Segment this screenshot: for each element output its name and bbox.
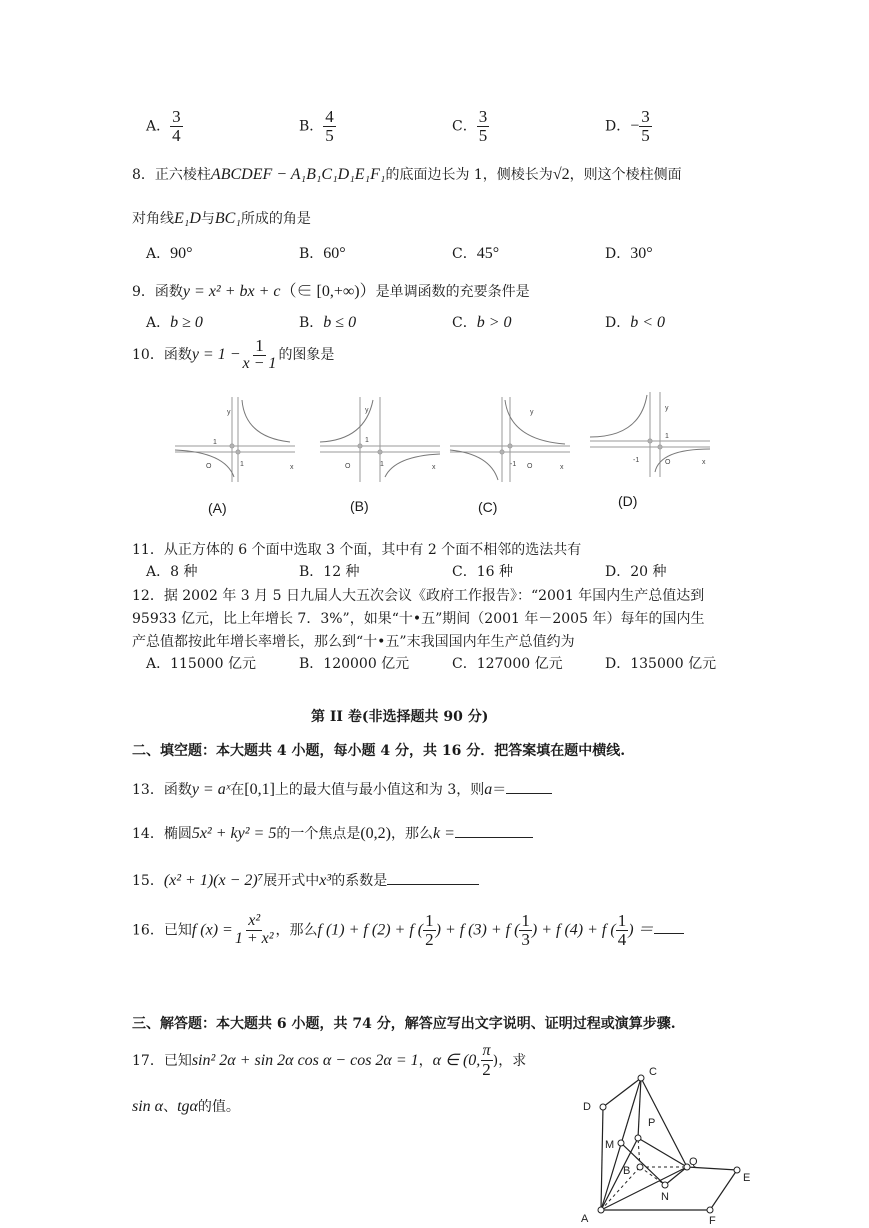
- graph-label-d: (D): [618, 493, 638, 509]
- svg-text:O: O: [345, 463, 351, 470]
- q8-option-d: D．30°: [605, 245, 653, 262]
- svg-text:1: 1: [365, 437, 369, 444]
- section2-heading: 二、填空题：本大题共 4 小题，每小题 4 分，共 16 分．把答案填在题中横线.: [132, 743, 626, 759]
- section3-heading: 三、解答题：本大题共 6 小题，共 74 分，解答应写出文字说明、证明过程或演算步骤.: [132, 1016, 676, 1032]
- point-e: E: [743, 1172, 751, 1184]
- q11-option-d: D．20 种: [605, 564, 667, 580]
- q16: 16．已知f (x) = $\frac{\text{x²}}{\text{1 + x²}}$ ，那么f (1) + f (2) + f ( $\frac{1}{2}$ ) + f (3) + f ( $\frac{1}{3}$ ) + f (4) + f ( $\frac{1}{4}$ ) ＝: [132, 912, 684, 949]
- svg-text:y: y: [665, 405, 669, 412]
- q11-option-c: C．16 种: [452, 564, 513, 580]
- point-d: D: [583, 1101, 591, 1113]
- q14: 14．椭圆5x² + ky² = 5的一个焦点是(0,2)，那么k =: [132, 823, 533, 843]
- q8-option-c: C．45°: [452, 245, 500, 262]
- svg-text:-1: -1: [510, 461, 517, 468]
- q8-option-a: A．90°: [146, 245, 193, 262]
- q15-answer-blank[interactable]: [387, 870, 479, 885]
- q13: 13．函数y = aˣ在[0,1]上的最大值与最小值这和为 3，则a＝: [132, 779, 552, 799]
- q7-option-c: C． $\frac{3}{5}$: [452, 107, 488, 145]
- svg-text:1: 1: [240, 461, 244, 468]
- q7-option-a: A． $\frac{3}{4}$: [146, 107, 181, 145]
- graph-b: [320, 397, 440, 482]
- graph-a: [175, 397, 295, 482]
- svg-text:O: O: [527, 463, 533, 470]
- q7-option-b: B． $\frac{4}{5}$: [299, 107, 334, 145]
- q17-line1: 17．已知sin² 2α + sin 2α cos α − cos 2α = 1，α ∈ (0, $\frac{\pi}{2}$ )，求: [132, 1042, 527, 1079]
- q15: 15．(x² + 1)(x − 2)⁷展开式中x³的系数是: [132, 870, 479, 890]
- graph-label-c: (C): [478, 499, 498, 515]
- graph-label-b: (B): [350, 498, 369, 514]
- svg-text:O: O: [665, 459, 671, 466]
- graph-label-a: (A): [208, 500, 227, 516]
- svg-text:x: x: [560, 464, 564, 471]
- q14-answer-blank[interactable]: [455, 823, 533, 838]
- part2-title: 第 II 卷(非选择题共 90 分): [311, 709, 489, 725]
- q8-line2: 对角线E₁D与BC₁所成的角是: [132, 210, 311, 227]
- q12-option-c: C．127000 亿元: [452, 656, 563, 672]
- q12-option-b: B．120000 亿元: [299, 656, 410, 672]
- svg-text:x: x: [432, 464, 436, 471]
- q11-option-a: A．8 种: [146, 564, 198, 580]
- q10-stem: 10．函数y = 1 − $\frac{1}{x - 1}$ 的图象是: [132, 336, 335, 372]
- q7-option-d: D．− $\frac{3}{5}$: [605, 107, 650, 145]
- graph-c: [450, 397, 570, 482]
- q11-stem: 11．从正方体的 6 个面中选取 3 个面，其中有 2 个面不相邻的选法共有: [132, 542, 582, 558]
- point-c: C: [649, 1066, 657, 1078]
- svg-text:x: x: [702, 459, 706, 466]
- q12-option-d: D．135000 亿元: [605, 656, 717, 672]
- q9-stem: 9．函数y = x² + bx + c（∈ [0,+∞)）是单调函数的充要条件是: [132, 283, 530, 300]
- q16-answer-blank[interactable]: [654, 919, 684, 934]
- q8-line1: 8．正六棱柱ABCDEF − A₁B₁C₁D₁E₁F₁的底面边长为 1，侧棱长为√2，则这个棱柱侧面: [132, 166, 682, 183]
- q12-line1: 12．据 2002 年 3 月 5 日九届人大五次会议《政府工作报告》：“2001 年国内生产总值达到: [132, 588, 705, 604]
- svg-text:O: O: [206, 463, 212, 470]
- point-q: Q: [689, 1156, 698, 1168]
- q11-option-b: B．12 种: [299, 564, 360, 580]
- q9-option-a: A．b ≥ 0: [146, 314, 203, 331]
- q10-graphs: [170, 392, 730, 522]
- svg-text:1: 1: [380, 461, 384, 468]
- point-p: P: [648, 1117, 656, 1129]
- q8-option-b: B．60°: [299, 245, 346, 262]
- q17-line2: sin α、tgα的值。: [132, 1098, 240, 1115]
- svg-text:1: 1: [213, 439, 217, 446]
- svg-text:y: y: [227, 409, 231, 416]
- point-n: N: [661, 1191, 669, 1203]
- svg-text:y: y: [365, 407, 369, 414]
- q9-option-c: C．b > 0: [452, 314, 512, 331]
- q12-line2: 95933 亿元，比上年增长 7．3%”，如果“十•五”期间（2001 年－2005 年）每年的国内生: [132, 611, 705, 627]
- point-b: B: [623, 1165, 631, 1177]
- q12-option-a: A．115000 亿元: [146, 656, 257, 672]
- q12-line3: 产总值都按此年增长率增长，那么到“十•五”末我国国内年生产总值约为: [132, 634, 575, 650]
- svg-text:x: x: [290, 464, 294, 471]
- q9-option-d: D．b < 0: [605, 314, 666, 331]
- point-m: M: [605, 1139, 615, 1151]
- svg-text:-1: -1: [633, 457, 640, 464]
- q17-figure: [575, 1060, 760, 1228]
- graph-d: [590, 392, 710, 477]
- svg-text:1: 1: [665, 433, 669, 440]
- point-f: F: [709, 1215, 716, 1227]
- point-a: A: [581, 1213, 589, 1225]
- svg-text:y: y: [530, 409, 534, 416]
- q13-answer-blank[interactable]: [506, 779, 552, 794]
- q9-option-b: B．b ≤ 0: [299, 314, 357, 331]
